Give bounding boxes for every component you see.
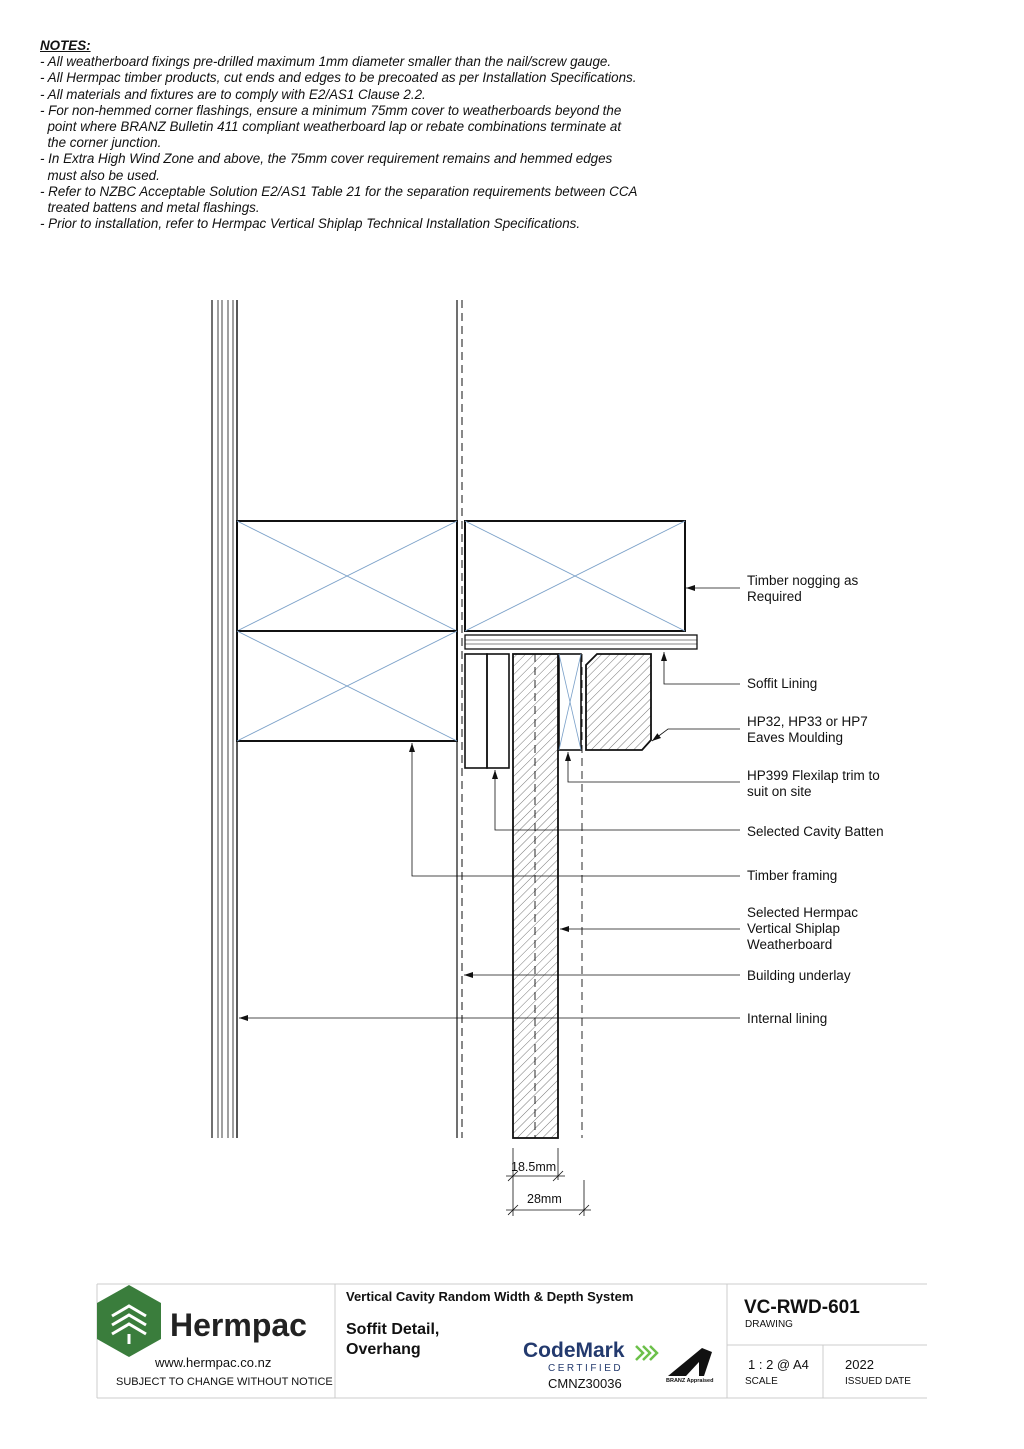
callout-labels bbox=[511, 573, 884, 1206]
label-nogging-1: Timber nogging as bbox=[747, 573, 859, 588]
note-line: - Prior to installation, refer to Hermpac Vertical Shiplap Technical Installation Specifications. bbox=[40, 216, 581, 232]
label-framing: Timber framing bbox=[747, 868, 838, 883]
note-line: - All Hermpac timber products, cut ends and edges to be precoated as per Installation Specifications. bbox=[40, 70, 637, 86]
hermpac-logo-icon bbox=[97, 1285, 161, 1357]
title-block-frame bbox=[97, 1284, 927, 1398]
label-flexilap-2: suit on site bbox=[747, 784, 812, 799]
leader-lines bbox=[239, 588, 740, 1018]
label-batten: Selected Cavity Batten bbox=[747, 824, 884, 839]
disclaimer: SUBJECT TO CHANGE WITHOUT NOTICE bbox=[116, 1376, 333, 1388]
note-line: must also be used. bbox=[40, 167, 160, 183]
eaves-moulding bbox=[586, 654, 651, 750]
note-line: - Refer to NZBC Acceptable Solution E2/AS1 Table 21 for the separation requirements between CCA bbox=[40, 183, 638, 199]
note-line: - All materials and fixtures are to comply with E2/AS1 Clause 2.2. bbox=[40, 86, 426, 102]
weatherboard bbox=[513, 654, 582, 1138]
label-lining: Internal lining bbox=[747, 1011, 828, 1026]
codemark-logo: CodeMark bbox=[523, 1339, 625, 1362]
note-line: treated battens and metal flashings. bbox=[40, 200, 260, 216]
internal-lining bbox=[212, 300, 237, 1138]
branz-logo-icon bbox=[668, 1348, 712, 1376]
note-line: the corner junction. bbox=[40, 135, 162, 151]
website-link[interactable]: www.hermpac.co.nz bbox=[155, 1355, 272, 1370]
codemark-number: CMNZ30036 bbox=[548, 1376, 622, 1391]
dimension-inner: 18.5mm bbox=[511, 1160, 557, 1174]
flexilap-trim bbox=[559, 654, 581, 750]
issued-date: 2022 bbox=[845, 1357, 874, 1372]
detail-title-line2: Overhang bbox=[346, 1341, 421, 1358]
label-moulding-1: HP32, HP33 or HP7 bbox=[747, 714, 868, 729]
label-weatherboard-2: Vertical Shiplap bbox=[747, 921, 841, 936]
timber-framing bbox=[237, 521, 457, 741]
codemark-chevron-icon bbox=[636, 1346, 657, 1360]
label-soffit: Soffit Lining bbox=[747, 676, 818, 691]
label-underlay: Building underlay bbox=[747, 968, 851, 983]
label-flexilap-1: HP399 Flexilap trim to bbox=[747, 768, 880, 783]
system-title: Vertical Cavity Random Width & Depth System bbox=[346, 1289, 634, 1304]
label-weatherboard-1: Selected Hermpac bbox=[747, 905, 859, 920]
codemark-certified: CERTIFIED bbox=[548, 1363, 624, 1374]
soffit-lining bbox=[465, 635, 697, 649]
branz-label: BRANZ Appraised bbox=[666, 1378, 714, 1384]
notes-heading: NOTES: bbox=[40, 38, 91, 53]
timber-nogging bbox=[465, 521, 685, 631]
dimension-outer: 28mm bbox=[527, 1192, 562, 1206]
label-weatherboard-3: Weatherboard bbox=[747, 937, 833, 952]
note-line: point where BRANZ Bulletin 411 compliant weatherboard lap or rebate combinations terminate at bbox=[40, 119, 622, 135]
note-line: - All weatherboard fixings pre-drilled maximum 1mm diameter smaller than the nail/screw gauge. bbox=[40, 54, 612, 70]
brand-name: Hermpac bbox=[170, 1307, 307, 1343]
label-nogging-2: Required bbox=[747, 589, 802, 604]
issued-date-label: ISSUED DATE bbox=[845, 1376, 911, 1387]
note-line: - In Extra High Wind Zone and above, the 75mm cover requirement remains and hemmed edges bbox=[40, 151, 613, 167]
note-line: - For non-hemmed corner flashings, ensure a minimum 75mm cover to weatherboards beyond the bbox=[40, 102, 622, 118]
cavity-batten bbox=[465, 654, 509, 768]
drawing-number: VC-RWD-601 bbox=[744, 1297, 860, 1318]
scale-value: 1 : 2 @ A4 bbox=[748, 1357, 809, 1372]
drawing-label: DRAWING bbox=[745, 1319, 793, 1330]
label-moulding-2: Eaves Moulding bbox=[747, 730, 844, 745]
scale-label: SCALE bbox=[745, 1376, 778, 1387]
detail-title-line1: Soffit Detail, bbox=[346, 1321, 440, 1338]
